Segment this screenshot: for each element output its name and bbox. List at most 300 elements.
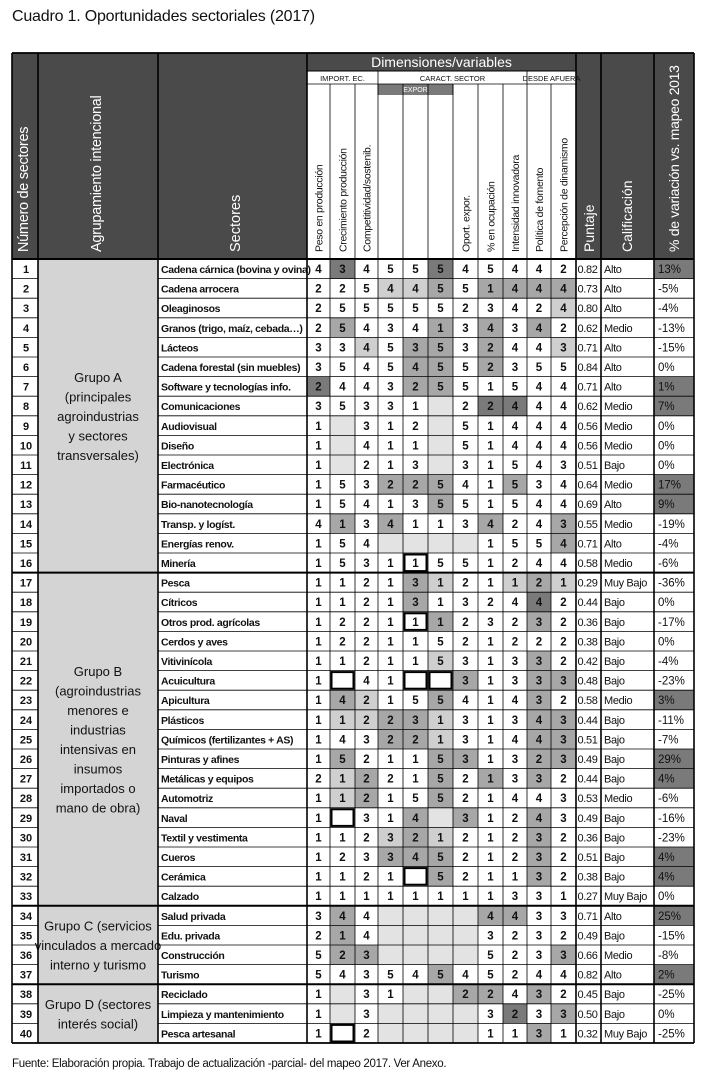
variation-value: -6% xyxy=(658,793,679,806)
score-value: 4 xyxy=(462,695,469,708)
score-value: 1 xyxy=(387,754,394,766)
score-value: 1 xyxy=(315,577,322,590)
row-number: 24 xyxy=(19,714,33,727)
puntaje-value: 0.84 xyxy=(577,362,598,374)
score-value: 5 xyxy=(462,420,469,433)
score-value: 1 xyxy=(412,558,419,570)
score-value: 4 xyxy=(560,969,567,982)
variation-value: -23% xyxy=(658,832,685,845)
score-value: 4 xyxy=(462,479,469,492)
score-cell xyxy=(428,533,453,553)
score-value: 3 xyxy=(487,303,494,316)
score-value: 2 xyxy=(462,401,469,414)
score-value: 3 xyxy=(560,675,567,688)
puntaje-value: 0.51 xyxy=(577,734,598,747)
score-cell xyxy=(403,1004,428,1024)
score-value: 4 xyxy=(363,322,370,335)
score-value: 3 xyxy=(535,910,543,923)
score-cell xyxy=(428,925,453,945)
score-value: 1 xyxy=(462,891,469,904)
score-value: 1 xyxy=(387,616,394,629)
score-value: 2 xyxy=(339,636,346,649)
score-value: 4 xyxy=(560,381,567,394)
score-value: 3 xyxy=(560,910,567,923)
sector-name: Naval xyxy=(161,812,188,825)
row-number: 36 xyxy=(19,950,33,962)
score-value: 3 xyxy=(315,342,322,355)
score-value: 1 xyxy=(412,518,419,531)
score-value: 4 xyxy=(560,440,567,453)
score-value: 1 xyxy=(315,656,322,668)
variation-value: 0% xyxy=(658,597,675,610)
variation-value: -25% xyxy=(658,989,685,1002)
score-value: 1 xyxy=(315,1028,322,1041)
score-value: 4 xyxy=(511,264,519,276)
group-label: Grupo C (servicios xyxy=(44,918,152,934)
score-value: 5 xyxy=(437,773,444,786)
score-cell xyxy=(403,984,428,1004)
score-value: 3 xyxy=(511,675,519,688)
score-value: 2 xyxy=(511,950,519,962)
row-number: 34 xyxy=(19,910,33,923)
calificacion-value: Bajo xyxy=(604,930,625,943)
header-col-7: Oport. expor. xyxy=(460,195,473,252)
puntaje-value: 0.44 xyxy=(577,714,598,727)
header-calificacion: Calificación xyxy=(619,180,635,252)
score-value: 5 xyxy=(535,538,543,551)
score-value: 3 xyxy=(462,675,469,688)
puntaje-value: 0.56 xyxy=(577,440,598,453)
score-value: 5 xyxy=(363,303,370,316)
header-puntaje: Puntaje xyxy=(581,204,597,252)
score-value: 4 xyxy=(387,518,394,531)
score-value: 5 xyxy=(437,852,444,864)
score-value: 1 xyxy=(487,460,494,472)
row-number: 16 xyxy=(19,558,33,570)
score-value: 2 xyxy=(511,832,519,845)
row-number: 22 xyxy=(19,675,33,688)
score-value: 1 xyxy=(487,773,494,786)
score-value: 5 xyxy=(462,362,469,374)
score-value: 3 xyxy=(462,812,469,825)
score-value: 1 xyxy=(487,852,494,864)
score-value: 4 xyxy=(363,675,370,688)
calificacion-value: Alto xyxy=(604,362,622,374)
score-value: 1 xyxy=(487,381,494,394)
score-value: 3 xyxy=(363,479,370,492)
score-cell xyxy=(453,533,478,553)
score-value: 3 xyxy=(560,793,567,806)
score-value: 5 xyxy=(437,283,444,296)
score-value: 5 xyxy=(437,793,444,806)
variation-value: 1% xyxy=(658,381,675,394)
score-value: 1 xyxy=(339,773,346,786)
score-value: 4 xyxy=(511,910,519,923)
variation-value: -11% xyxy=(658,714,684,727)
score-value: 5 xyxy=(387,303,394,316)
score-value: 4 xyxy=(363,538,370,551)
score-value: 2 xyxy=(462,616,469,629)
score-value: 4 xyxy=(535,812,543,825)
puntaje-value: 0.29 xyxy=(577,577,598,590)
sector-name: Pesca artesanal xyxy=(161,1028,236,1041)
variation-value: -36% xyxy=(658,577,685,590)
score-cell xyxy=(428,435,453,455)
header-col-8: % en ocupación xyxy=(485,181,498,252)
score-value: 3 xyxy=(387,401,394,414)
score-value: 1 xyxy=(560,1028,567,1041)
score-value: 2 xyxy=(487,401,494,414)
score-value: 3 xyxy=(387,322,394,335)
score-cell xyxy=(403,945,428,965)
score-value: 4 xyxy=(462,264,469,276)
score-value: 1 xyxy=(560,577,567,590)
header-col-10: Política de fomento xyxy=(534,167,546,252)
score-value: 4 xyxy=(535,597,543,610)
score-value: 1 xyxy=(339,930,346,943)
score-cell xyxy=(330,984,355,1004)
score-cell xyxy=(428,396,453,416)
score-value: 5 xyxy=(437,303,444,316)
sector-name: Audiovisual xyxy=(161,420,217,433)
puntaje-value: 0.51 xyxy=(577,460,598,472)
header-group-desde: DESDE AFUERA xyxy=(522,74,581,83)
row-number: 31 xyxy=(19,852,33,864)
score-value: 1 xyxy=(339,518,346,531)
score-value: 2 xyxy=(560,636,567,649)
score-value: 1 xyxy=(315,616,322,629)
score-value: 5 xyxy=(437,479,444,492)
sector-name: Construcción xyxy=(161,950,225,962)
score-value: 1 xyxy=(487,656,494,668)
score-value: 1 xyxy=(487,695,494,708)
score-value: 3 xyxy=(535,871,543,884)
score-cell xyxy=(378,533,403,553)
score-value: 4 xyxy=(511,303,519,316)
score-value: 5 xyxy=(535,362,543,374)
header-numero: Número de sectores xyxy=(16,126,32,252)
score-value: 1 xyxy=(315,440,322,453)
score-value: 5 xyxy=(487,969,494,982)
score-value: 3 xyxy=(412,499,419,512)
variation-value: 0% xyxy=(658,420,675,433)
score-value: 2 xyxy=(511,930,519,943)
sector-name: Cadena cárnica (bovina y ovina) xyxy=(161,264,311,276)
calificacion-value: Alto xyxy=(604,499,622,512)
variation-value: 7% xyxy=(658,401,675,414)
header-col-2: Crecimiento producción xyxy=(337,148,350,252)
score-cell xyxy=(403,533,428,553)
score-value: 4 xyxy=(535,420,543,433)
score-value: 4 xyxy=(535,401,543,414)
score-value: 3 xyxy=(535,616,543,629)
score-value: 1 xyxy=(315,852,322,864)
score-cell xyxy=(428,945,453,965)
variation-value: -8% xyxy=(658,950,679,962)
group-label: industrias xyxy=(70,722,126,738)
score-value: 1 xyxy=(315,499,322,512)
calificacion-value: Medio xyxy=(604,950,633,962)
score-value: 2 xyxy=(462,793,469,806)
score-value: 1 xyxy=(412,891,419,904)
score-value: 2 xyxy=(535,577,543,590)
puntaje-value: 0.45 xyxy=(577,989,598,1002)
sector-name: Vitivinícola xyxy=(161,656,213,668)
variation-value: 3% xyxy=(658,695,675,708)
score-value: 2 xyxy=(363,832,370,845)
score-value: 4 xyxy=(511,989,519,1002)
score-value: 2 xyxy=(511,616,519,629)
score-value: 3 xyxy=(363,989,370,1002)
score-value: 4 xyxy=(412,852,419,864)
score-value: 2 xyxy=(487,362,494,374)
variation-value: -17% xyxy=(658,616,685,629)
variation-value: 17% xyxy=(658,479,682,492)
variation-value: 0% xyxy=(658,636,675,649)
score-value: 4 xyxy=(511,734,519,747)
score-value: 2 xyxy=(560,656,567,668)
puntaje-value: 0.27 xyxy=(577,891,598,904)
header-col-6: Crecimiento xyxy=(435,199,448,252)
score-value: 2 xyxy=(462,832,469,845)
score-value: 5 xyxy=(462,381,469,394)
puntaje-value: 0.53 xyxy=(577,793,598,806)
score-value: 4 xyxy=(535,440,543,453)
score-value: 4 xyxy=(560,499,567,512)
score-value: 2 xyxy=(511,518,519,531)
variation-value: -7% xyxy=(658,734,679,747)
sector-name: Edu. privada xyxy=(161,930,220,943)
puntaje-value: 0.73 xyxy=(577,283,598,296)
score-value: 1 xyxy=(487,734,494,747)
score-value: 2 xyxy=(315,930,322,943)
score-value: 3 xyxy=(412,597,419,610)
calificacion-value: Alto xyxy=(604,283,622,296)
highlight-box xyxy=(405,868,427,885)
row-number: 2 xyxy=(22,283,30,296)
puntaje-value: 0.71 xyxy=(577,910,598,923)
variation-value: -5% xyxy=(658,283,679,296)
score-value: 2 xyxy=(315,381,322,394)
score-value: 4 xyxy=(339,734,346,747)
variation-value: -15% xyxy=(658,930,685,943)
score-value: 4 xyxy=(339,695,346,708)
score-value: 1 xyxy=(487,675,494,688)
score-value: 5 xyxy=(437,381,444,394)
header-dimensiones: Dimensiones/variables xyxy=(371,54,512,70)
score-value: 3 xyxy=(412,342,419,355)
row-number: 21 xyxy=(19,656,33,668)
score-value: 3 xyxy=(363,558,370,570)
score-value: 1 xyxy=(487,577,494,590)
score-value: 4 xyxy=(560,401,567,414)
score-value: 4 xyxy=(412,969,419,982)
sector-name: Cerámica xyxy=(161,871,206,884)
score-value: 3 xyxy=(462,322,469,335)
score-value: 3 xyxy=(535,1008,543,1021)
header-agrupamiento: Agrupamiento intencional xyxy=(89,95,105,252)
highlight-box xyxy=(332,809,354,826)
score-cell xyxy=(378,925,403,945)
sector-name: Químicos (fertilizantes + AS) xyxy=(161,734,294,747)
puntaje-value: 0.71 xyxy=(577,538,598,551)
score-value: 1 xyxy=(315,1008,322,1021)
calificacion-value: Alto xyxy=(604,910,622,923)
score-value: 2 xyxy=(387,773,394,786)
highlight-box xyxy=(332,672,354,689)
variation-value: 4% xyxy=(658,852,675,864)
score-value: 4 xyxy=(535,499,543,512)
group-label: (agroindustrias xyxy=(55,683,141,699)
score-value: 2 xyxy=(363,636,370,649)
variation-value: -4% xyxy=(658,303,679,316)
puntaje-value: 0.49 xyxy=(577,930,598,943)
puntaje-value: 0.38 xyxy=(577,636,598,649)
score-value: 4 xyxy=(412,283,419,296)
score-cell xyxy=(378,945,403,965)
group-label: y sectores xyxy=(68,428,128,444)
score-value: 3 xyxy=(535,695,543,708)
score-cell xyxy=(453,925,478,945)
row-number: 1 xyxy=(22,264,30,276)
group-label: Grupo D (sectores xyxy=(44,996,152,1012)
score-value: 2 xyxy=(560,264,567,276)
score-value: 5 xyxy=(511,538,519,551)
sector-name: Bio-nanotecnología xyxy=(161,499,253,512)
score-value: 2 xyxy=(560,930,567,943)
source-note: Fuente: Elaboración propia. Trabajo de actualización -parcial- del mapeo 2017. Ver Anexo. xyxy=(12,1058,447,1070)
score-value: 1 xyxy=(315,460,322,472)
score-value: 1 xyxy=(315,675,322,688)
score-value: 4 xyxy=(511,440,519,453)
score-value: 4 xyxy=(315,264,322,276)
score-value: 3 xyxy=(535,479,543,492)
row-number: 26 xyxy=(19,754,33,766)
score-value: 2 xyxy=(560,832,567,845)
score-value: 2 xyxy=(535,754,543,766)
score-value: 3 xyxy=(511,362,519,374)
row-number: 14 xyxy=(19,518,33,531)
calificacion-value: Medio xyxy=(604,479,633,492)
group-cell xyxy=(38,573,158,906)
sector-name: Pinturas y afines xyxy=(161,754,240,766)
score-value: 5 xyxy=(462,440,469,453)
score-value: 4 xyxy=(339,910,346,923)
score-value: 1 xyxy=(487,440,494,453)
variation-value: 29% xyxy=(658,754,682,766)
score-value: 3 xyxy=(535,773,543,786)
calificacion-value: Medio xyxy=(604,420,633,433)
score-value: 4 xyxy=(511,695,519,708)
score-value: 5 xyxy=(412,264,419,276)
score-value: 1 xyxy=(339,714,346,727)
score-value: 1 xyxy=(487,714,494,727)
score-value: 4 xyxy=(535,460,543,472)
score-value: 1 xyxy=(487,871,494,884)
score-value: 5 xyxy=(363,283,370,296)
calificacion-value: Muy Bajo xyxy=(604,577,648,590)
score-value: 4 xyxy=(560,283,567,296)
score-cell xyxy=(453,1004,478,1024)
score-value: 1 xyxy=(437,714,444,727)
score-value: 4 xyxy=(535,558,543,570)
score-value: 1 xyxy=(363,891,370,904)
score-value: 1 xyxy=(387,440,394,453)
score-value: 5 xyxy=(315,969,322,982)
row-number: 8 xyxy=(22,401,30,414)
score-value: 2 xyxy=(363,577,370,590)
header-col-5: % en ventas totales xyxy=(410,166,423,252)
score-value: 1 xyxy=(315,871,322,884)
group-label: mano de obra) xyxy=(55,800,141,816)
variation-value: -4% xyxy=(658,656,679,668)
row-number: 13 xyxy=(19,499,33,512)
group-label: Grupo A xyxy=(74,369,122,385)
score-value: 3 xyxy=(487,1008,494,1021)
score-value: 1 xyxy=(437,577,444,590)
score-value: 2 xyxy=(560,871,567,884)
sector-name: Comunicaciones xyxy=(161,401,241,414)
sector-name: Acuicultura xyxy=(161,675,215,688)
score-value: 1 xyxy=(387,558,394,570)
group-label: agroindustrias xyxy=(57,408,139,424)
score-value: 1 xyxy=(315,538,322,551)
score-value: 5 xyxy=(511,499,519,512)
sector-name: Electrónica xyxy=(161,460,214,472)
score-value: 1 xyxy=(437,891,444,904)
sector-name: Cadena arrocera xyxy=(161,283,239,296)
score-value: 3 xyxy=(511,754,519,766)
puntaje-value: 0.50 xyxy=(577,1008,598,1021)
score-value: 2 xyxy=(462,636,469,649)
score-value: 1 xyxy=(339,891,346,904)
score-value: 2 xyxy=(511,812,519,825)
row-number: 5 xyxy=(22,342,30,355)
variation-value: 25% xyxy=(658,910,682,923)
calificacion-value: Medio xyxy=(604,518,633,531)
score-value: 2 xyxy=(412,381,419,394)
variation-value: 13% xyxy=(658,264,682,276)
score-value: 4 xyxy=(511,342,519,355)
calificacion-value: Muy Bajo xyxy=(604,1028,648,1041)
score-value: 4 xyxy=(535,381,543,394)
puntaje-value: 0.44 xyxy=(577,773,598,786)
puntaje-value: 0.62 xyxy=(577,401,598,414)
group-label: importados o xyxy=(60,780,136,796)
score-value: 2 xyxy=(363,695,370,708)
score-value: 4 xyxy=(412,322,419,335)
score-value: 3 xyxy=(363,969,370,982)
score-value: 5 xyxy=(339,754,346,766)
score-value: 3 xyxy=(560,518,567,531)
score-value: 3 xyxy=(462,656,469,668)
calificacion-value: Alto xyxy=(604,264,622,276)
score-value: 5 xyxy=(339,322,346,335)
score-value: 2 xyxy=(315,283,322,296)
score-value: 2 xyxy=(363,597,370,610)
score-value: 4 xyxy=(535,714,543,727)
score-value: 4 xyxy=(487,910,494,923)
calificacion-value: Bajo xyxy=(604,460,625,472)
row-number: 27 xyxy=(19,773,33,786)
puntaje-value: 0.55 xyxy=(577,518,598,531)
score-value: 2 xyxy=(412,479,419,492)
score-cell xyxy=(428,1023,453,1043)
score-value: 3 xyxy=(535,656,543,668)
score-value: 2 xyxy=(560,597,567,610)
score-cell xyxy=(330,416,355,436)
score-value: 1 xyxy=(315,420,322,433)
